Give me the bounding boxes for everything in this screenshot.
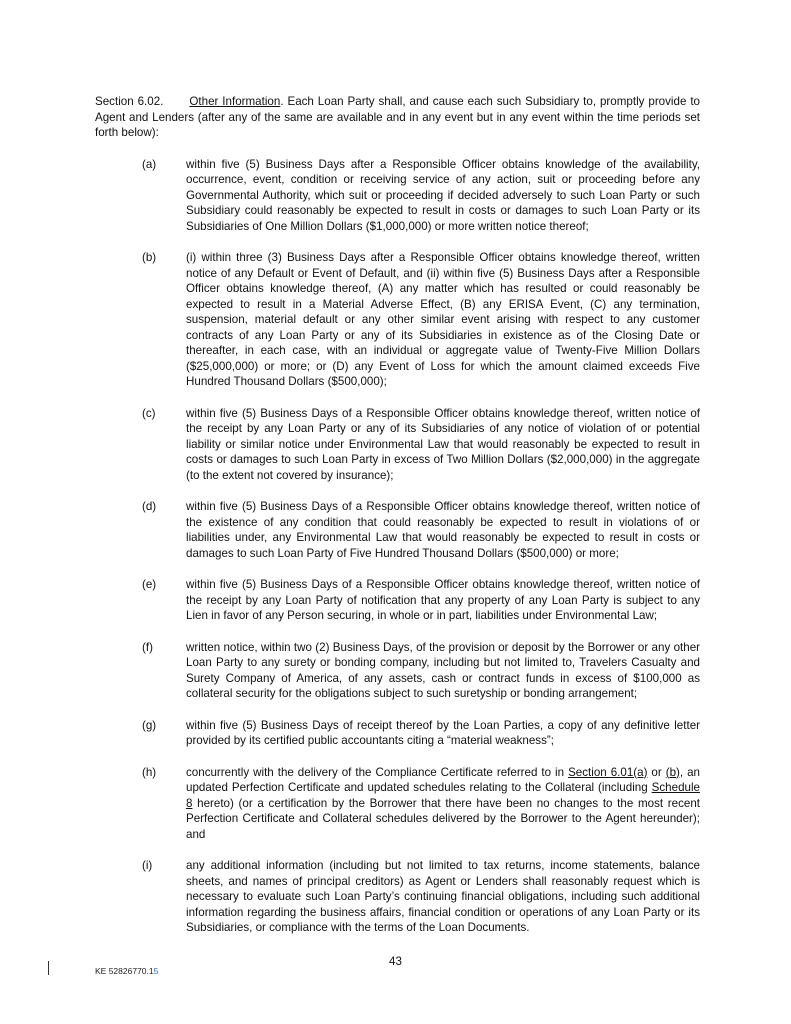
clause-text: within five (5) Business Days after a Responsible Officer obtains knowledge of the availability, occurrence, event, condition or receiving service of any action, suit or proceeding before any Governmental Authority, which suit or proceeding if decided adversely to such Loan Party or such Subsidiary could reasonably be expected to result in costs or damages to such Loan Party or its Subsidiaries of One Million Dollars ($1,000,000) or more written notice thereof;: [186, 157, 700, 233]
clause-item: [95, 406, 700, 484]
clause-item: [95, 858, 700, 936]
clause-label: (d): [142, 500, 157, 513]
clause-text: any additional information (including but not limited to tax returns, income statements, balance sheets, and names of principal creditors) as Agent or Lenders shall reasonably request which is necessary to evaluate such Loan Party’s continuing financial obligations, including such additional information regarding the business affairs, financial condition or operations of any Loan Party or its Subsidiaries, or compliance with the terms of the Loan Documents.: [186, 859, 700, 934]
clause-text: within five (5) Business Days of a Responsible Officer obtains knowledge thereof, written notice of the receipt by any Loan Party of notification that any property of any Loan Party is subject to any Lien in favor of any Person securing, in whole or in part, liabilities under Environmental Law;: [186, 578, 700, 622]
clause-item: [95, 718, 700, 749]
section-intro: [95, 94, 700, 141]
clause-label: (i): [142, 859, 153, 872]
clause-text: within five (5) Business Days of a Responsible Officer obtains knowledge thereof, written notice of the existence of any condition that could reasonably be expected to result in violations of or liabilities under, any Environmental Law that would reasonably be expected to result in costs or damages to such Loan Party of Five Hundred Thousand Dollars ($500,000) or more;: [186, 500, 700, 560]
clause-label: (a): [142, 157, 157, 171]
clause-text: [186, 765, 700, 843]
clause-text-part: concurrently with the delivery of the Compliance Certificate referred to in: [186, 765, 569, 779]
clause-label: (g): [142, 718, 157, 732]
page-number: 43: [389, 955, 402, 968]
clause-item: [95, 765, 700, 843]
clause-list: [95, 157, 700, 936]
footer-doc-id: [95, 964, 158, 980]
doc-id: KE 52826770.1: [95, 966, 154, 976]
clause-item: [95, 640, 700, 702]
clause-label: (c): [142, 406, 156, 420]
clause-label: (e): [142, 578, 157, 591]
revision-bar: [48, 961, 49, 975]
clause-item: [95, 157, 700, 235]
clause-item: [95, 499, 700, 561]
clause-item: [95, 577, 700, 624]
clause-label: (f): [142, 640, 153, 654]
section-text: . Each Loan Party shall, and cause each such Subsidiary to, promptly provide to Agent and Lenders (after any of the same are available and in any event but in any event within the time periods set forth below):: [95, 95, 700, 139]
section-title: Other Information: [189, 95, 281, 108]
clause-text: within five (5) Business Days of a Responsible Officer obtains knowledge thereof, written notice of the receipt by any Loan Party or any of its Subsidiaries of any notice of violation of or potential liability or similar notice under Environmental Law that would reasonably be expected to result in costs or damages to such Loan Party in excess of Two Million Dollars ($2,000,000) in the aggregate (to the extent not covered by insurance);: [186, 406, 700, 482]
clause-item: [95, 250, 700, 390]
clause-text: within five (5) Business Days of receipt thereof by the Loan Parties, a copy of any definitive letter provided by its certified public accountants citing a “material weakness”;: [186, 718, 700, 747]
clause-text: written notice, within two (2) Business Days, of the provision or deposit by the Borrower or any other Loan Party to any surety or bonding company, including but not limited to, Travelers Casualty and Surety Company of America, of any assets, cash or contract funds in excess of $100,000 as collateral security for the obligations subject to such suretyship or bonding arrangement;: [186, 640, 700, 700]
section-number: Section 6.02.: [95, 95, 164, 108]
clause-label: (b): [142, 251, 157, 264]
clause-text-part: , an updated Perfection Certificate and updated schedules relating to the Collateral (including: [186, 765, 700, 794]
section-reference-link[interactable]: (b): [665, 765, 680, 779]
document-page: [95, 94, 700, 952]
schedule-reference-link[interactable]: Schedule 8: [186, 781, 700, 810]
clause-text: (i) within three (3) Business Days after a Responsible Officer obtains knowledge thereof, written notice of any Default or Event of Default, and (ii) within five (5) Business Days after a Responsible Officer obtains knowledge thereof, (A) any matter which has resulted or could reasonably be expected to result in a Material Adverse Effect, (B) any ERISA Event, (C) any termination, suspension, material default or any other similar event arising with respect to any customer contracts of any Loan Party or any of its Subsidiaries in existence as of the Closing Date or thereafter, in each case, with an individual or aggregate value of Twenty-Five Million Dollars ($25,000,000) or more; or (D) any Event of Loss for which the amount claimed exceeds Five Hundred Thousand Dollars ($500,000);: [186, 251, 700, 388]
doc-id-revision: 5: [153, 966, 159, 976]
clause-text-part: hereto) (or a certification by the Borrower that there have been no changes to the most recent Perfection Certificate and Collateral schedules delivered by the Borrower to the Agent hereunder); and: [186, 796, 700, 841]
section-reference-link[interactable]: Section 6.01(a): [568, 765, 648, 779]
clause-label: (h): [142, 765, 157, 779]
clause-text-part: or: [647, 765, 666, 779]
